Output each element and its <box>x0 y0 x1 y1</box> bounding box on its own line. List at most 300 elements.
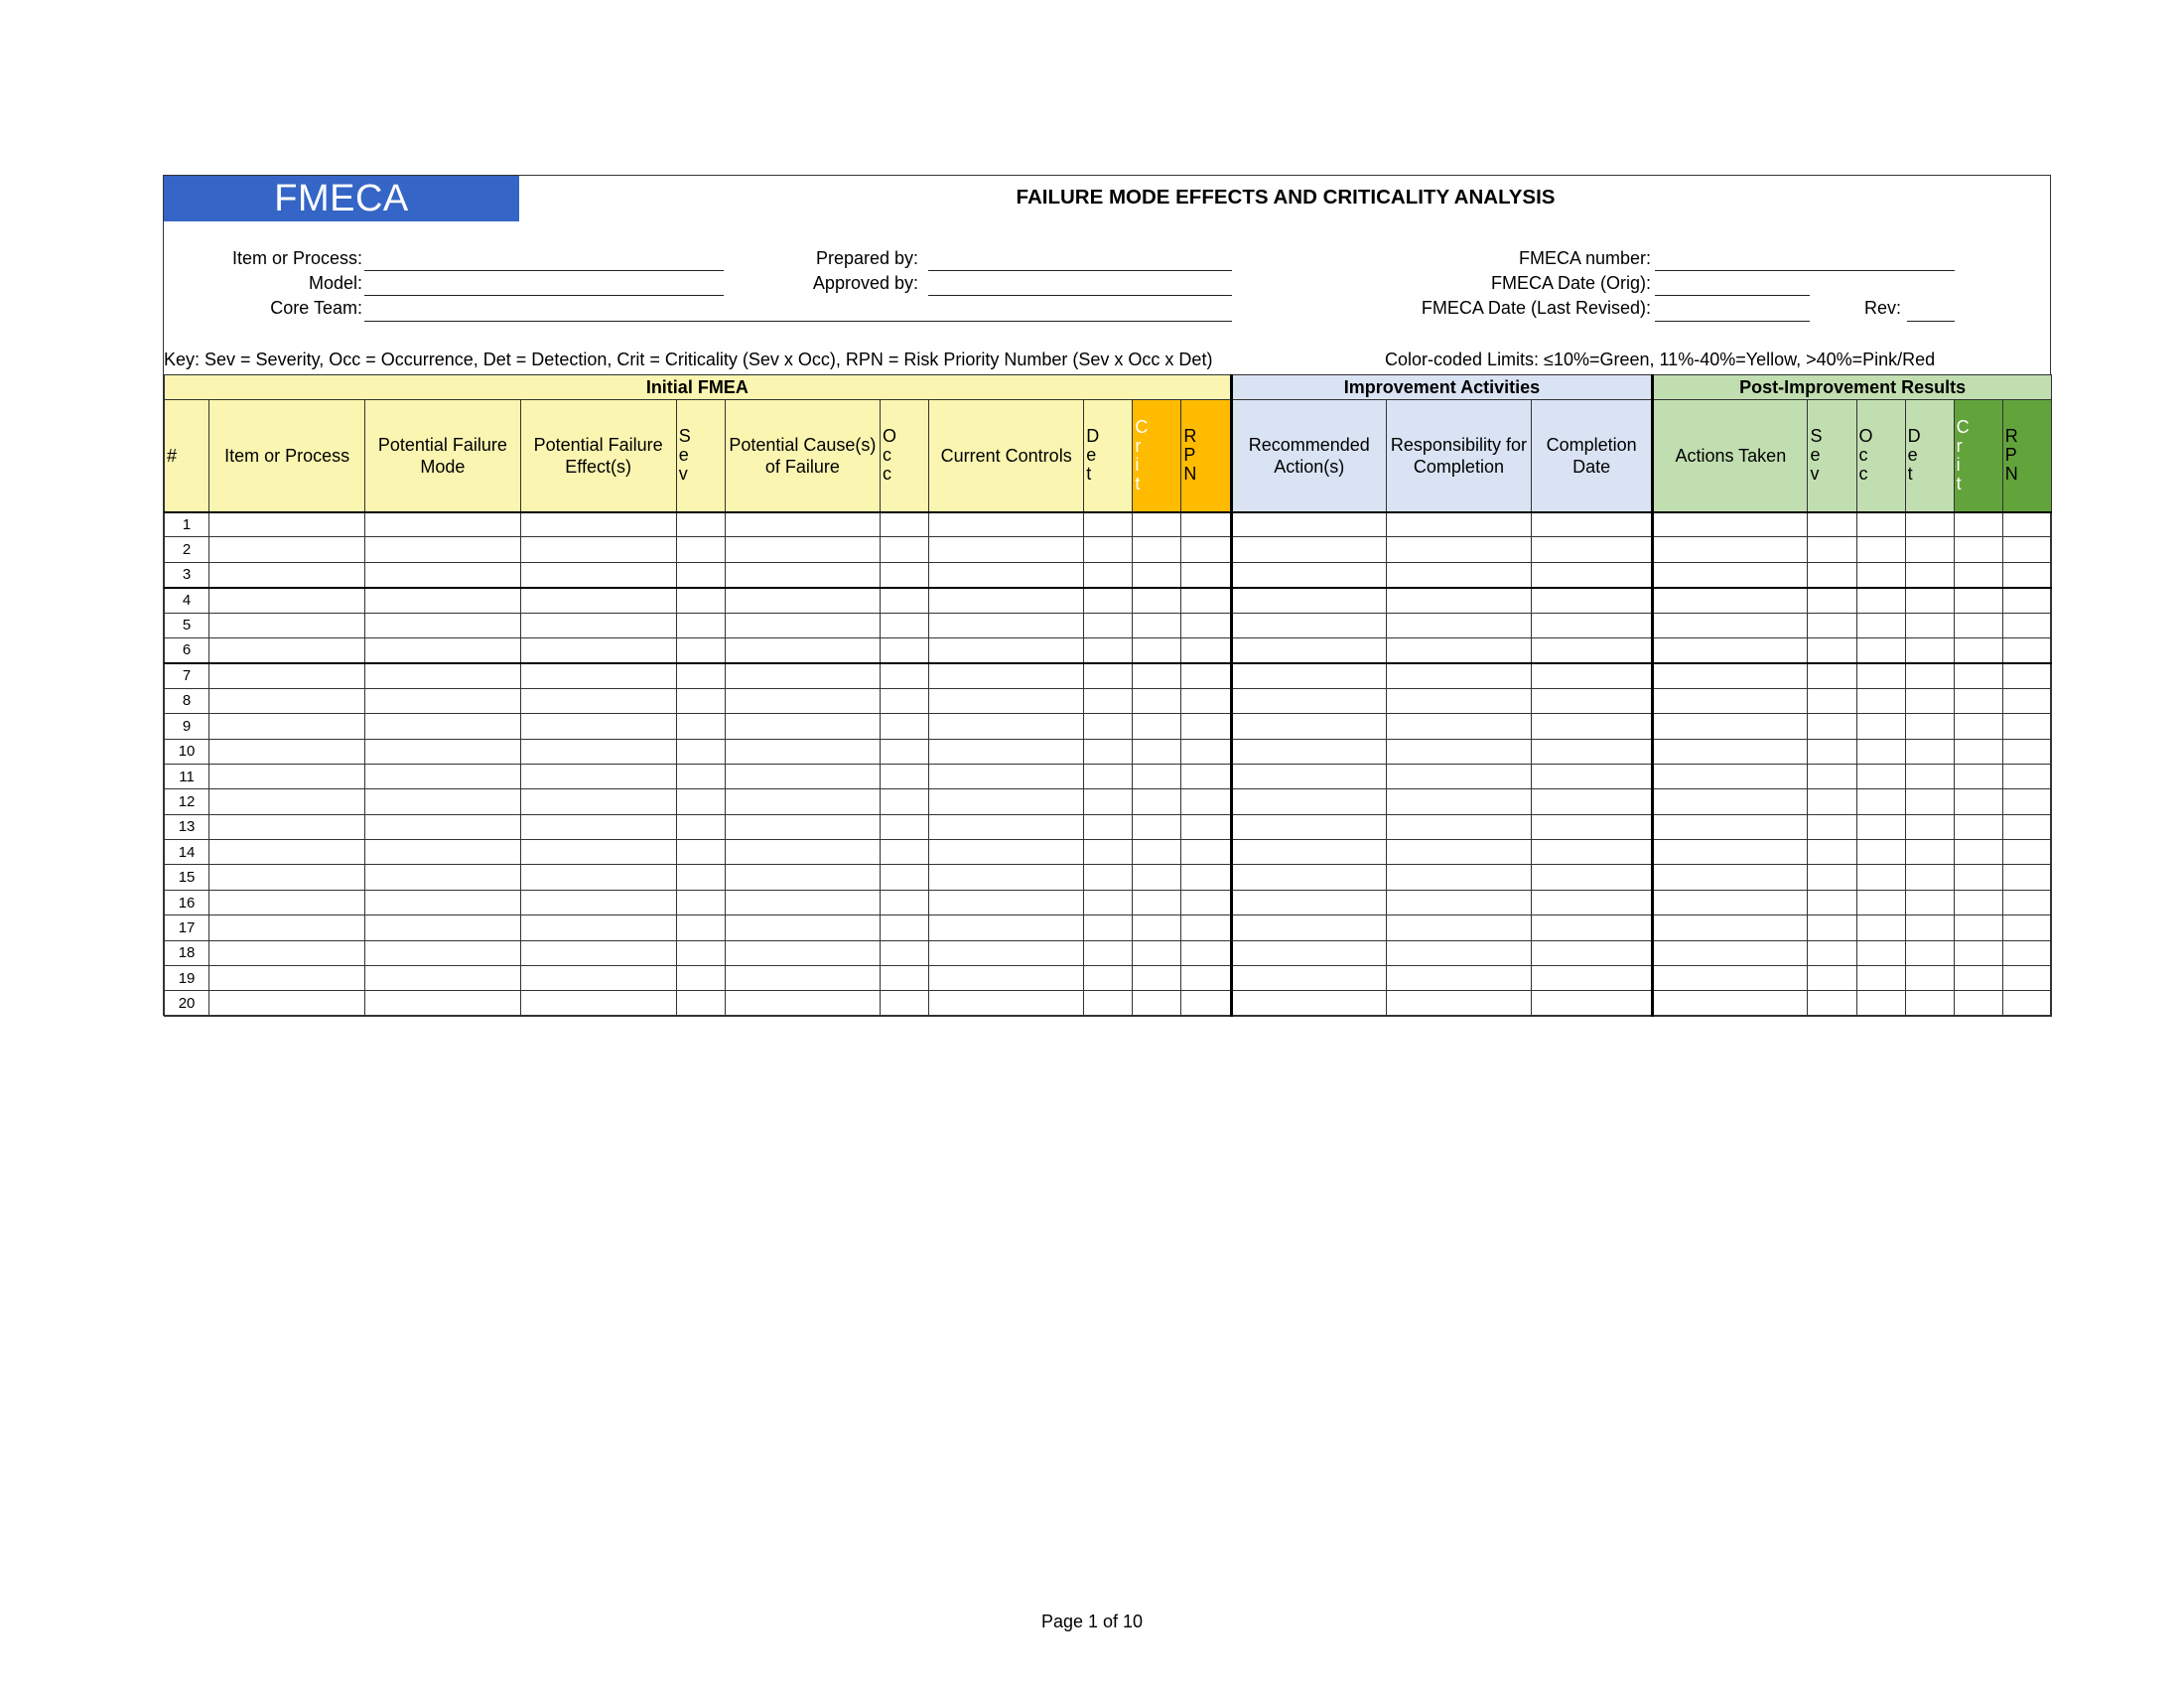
table-cell[interactable] <box>1905 991 1954 1016</box>
table-cell[interactable] <box>1808 537 1856 562</box>
item-or-process-field[interactable] <box>364 270 724 271</box>
table-cell[interactable] <box>725 840 880 865</box>
table-cell[interactable] <box>1954 991 2002 1016</box>
table-cell[interactable] <box>1856 915 1905 940</box>
table-cell[interactable] <box>1954 714 2002 739</box>
table-cell[interactable] <box>520 865 676 890</box>
table-cell[interactable] <box>365 789 520 814</box>
table-cell[interactable] <box>520 966 676 991</box>
table-cell[interactable] <box>1808 764 1856 788</box>
table-cell[interactable] <box>1532 663 1653 688</box>
table-cell[interactable] <box>365 764 520 788</box>
table-cell[interactable] <box>209 562 365 587</box>
table-cell[interactable] <box>1386 940 1531 965</box>
core-team-field[interactable] <box>364 321 1232 322</box>
table-cell[interactable] <box>1231 764 1386 788</box>
table-cell[interactable] <box>1133 814 1181 839</box>
table-cell[interactable] <box>1856 613 1905 637</box>
table-cell[interactable] <box>365 537 520 562</box>
table-cell[interactable] <box>365 739 520 764</box>
table-cell[interactable] <box>1856 890 1905 914</box>
table-cell[interactable] <box>520 915 676 940</box>
table-cell[interactable] <box>1133 663 1181 688</box>
table-cell[interactable] <box>1084 865 1133 890</box>
table-cell[interactable] <box>1181 663 1231 688</box>
table-cell[interactable] <box>1856 991 1905 1016</box>
table-cell[interactable] <box>1386 739 1531 764</box>
table-cell[interactable] <box>1532 991 1653 1016</box>
table-cell[interactable] <box>1808 562 1856 587</box>
table-cell[interactable] <box>881 966 929 991</box>
table-cell[interactable] <box>881 688 929 713</box>
table-cell[interactable] <box>520 739 676 764</box>
table-cell[interactable] <box>881 739 929 764</box>
table-cell[interactable] <box>365 966 520 991</box>
table-cell[interactable] <box>1231 512 1386 537</box>
table-cell[interactable] <box>1905 764 1954 788</box>
table-cell[interactable] <box>1954 512 2002 537</box>
table-cell[interactable] <box>1084 512 1133 537</box>
table-cell[interactable] <box>676 637 725 662</box>
table-cell[interactable] <box>1856 512 1905 537</box>
table-cell[interactable] <box>1808 688 1856 713</box>
table-cell[interactable] <box>365 940 520 965</box>
table-cell[interactable] <box>1905 966 1954 991</box>
table-cell[interactable] <box>1808 966 1856 991</box>
fmeca-number-field[interactable] <box>1655 270 1955 271</box>
table-cell[interactable] <box>1532 789 1653 814</box>
table-cell[interactable] <box>1181 966 1231 991</box>
table-cell[interactable] <box>1905 588 1954 613</box>
table-cell[interactable] <box>1954 865 2002 890</box>
table-cell[interactable] <box>725 663 880 688</box>
table-cell[interactable] <box>725 637 880 662</box>
table-cell[interactable] <box>1133 764 1181 788</box>
table-cell[interactable] <box>725 588 880 613</box>
table-cell[interactable] <box>725 890 880 914</box>
table-cell[interactable] <box>929 714 1084 739</box>
table-cell[interactable] <box>1084 814 1133 839</box>
table-cell[interactable] <box>1181 764 1231 788</box>
table-cell[interactable] <box>1905 940 1954 965</box>
table-cell[interactable] <box>1181 991 1231 1016</box>
table-cell[interactable] <box>1905 613 1954 637</box>
table-cell[interactable] <box>1808 613 1856 637</box>
table-cell[interactable] <box>881 991 929 1016</box>
table-cell[interactable] <box>1653 789 1808 814</box>
table-cell[interactable] <box>2002 966 2051 991</box>
table-cell[interactable] <box>1653 940 1808 965</box>
table-cell[interactable] <box>1133 991 1181 1016</box>
table-cell[interactable] <box>2002 613 2051 637</box>
table-cell[interactable] <box>1905 840 1954 865</box>
table-cell[interactable] <box>1181 588 1231 613</box>
table-cell[interactable] <box>1808 840 1856 865</box>
table-cell[interactable] <box>1905 688 1954 713</box>
table-cell[interactable] <box>1231 814 1386 839</box>
table-cell[interactable] <box>520 940 676 965</box>
table-cell[interactable] <box>365 663 520 688</box>
table-cell[interactable] <box>1386 764 1531 788</box>
table-cell[interactable] <box>1532 562 1653 587</box>
table-cell[interactable] <box>520 814 676 839</box>
table-cell[interactable] <box>1808 890 1856 914</box>
table-cell[interactable] <box>1084 562 1133 587</box>
table-cell[interactable] <box>1856 714 1905 739</box>
table-cell[interactable] <box>1181 637 1231 662</box>
table-cell[interactable] <box>1084 588 1133 613</box>
table-cell[interactable] <box>1808 814 1856 839</box>
table-cell[interactable] <box>1231 537 1386 562</box>
table-cell[interactable] <box>1653 562 1808 587</box>
table-cell[interactable] <box>1905 865 1954 890</box>
table-cell[interactable] <box>676 915 725 940</box>
table-cell[interactable] <box>1181 562 1231 587</box>
table-cell[interactable] <box>2002 789 2051 814</box>
table-cell[interactable] <box>676 814 725 839</box>
table-cell[interactable] <box>725 688 880 713</box>
table-cell[interactable] <box>2002 714 2051 739</box>
table-cell[interactable] <box>1954 739 2002 764</box>
fmeca-date-revised-field[interactable] <box>1655 321 1810 322</box>
table-cell[interactable] <box>1133 613 1181 637</box>
table-cell[interactable] <box>929 588 1084 613</box>
table-cell[interactable] <box>1954 890 2002 914</box>
table-cell[interactable] <box>929 663 1084 688</box>
table-cell[interactable] <box>1532 537 1653 562</box>
table-cell[interactable] <box>1133 714 1181 739</box>
table-cell[interactable] <box>929 991 1084 1016</box>
table-cell[interactable] <box>2002 814 2051 839</box>
table-cell[interactable] <box>1954 814 2002 839</box>
table-cell[interactable] <box>209 991 365 1016</box>
table-cell[interactable] <box>1954 840 2002 865</box>
table-cell[interactable] <box>1808 714 1856 739</box>
table-cell[interactable] <box>520 588 676 613</box>
table-cell[interactable] <box>1905 512 1954 537</box>
table-cell[interactable] <box>725 991 880 1016</box>
table-cell[interactable] <box>1532 613 1653 637</box>
table-cell[interactable] <box>1905 637 1954 662</box>
table-cell[interactable] <box>1181 537 1231 562</box>
table-cell[interactable] <box>1808 637 1856 662</box>
table-cell[interactable] <box>1653 739 1808 764</box>
table-cell[interactable] <box>1856 688 1905 713</box>
table-cell[interactable] <box>1231 637 1386 662</box>
table-cell[interactable] <box>929 789 1084 814</box>
table-cell[interactable] <box>929 562 1084 587</box>
table-cell[interactable] <box>881 613 929 637</box>
table-cell[interactable] <box>1084 764 1133 788</box>
table-cell[interactable] <box>209 789 365 814</box>
table-cell[interactable] <box>725 940 880 965</box>
table-cell[interactable] <box>929 940 1084 965</box>
table-cell[interactable] <box>209 890 365 914</box>
table-cell[interactable] <box>1386 562 1531 587</box>
table-cell[interactable] <box>1231 991 1386 1016</box>
table-cell[interactable] <box>881 562 929 587</box>
table-cell[interactable] <box>676 512 725 537</box>
table-cell[interactable] <box>929 915 1084 940</box>
table-cell[interactable] <box>2002 840 2051 865</box>
table-cell[interactable] <box>1808 588 1856 613</box>
table-cell[interactable] <box>2002 865 2051 890</box>
table-cell[interactable] <box>676 663 725 688</box>
table-cell[interactable] <box>1181 814 1231 839</box>
table-cell[interactable] <box>881 840 929 865</box>
table-cell[interactable] <box>1653 865 1808 890</box>
table-cell[interactable] <box>365 890 520 914</box>
table-cell[interactable] <box>2002 512 2051 537</box>
approved-by-field[interactable] <box>928 295 1232 296</box>
table-cell[interactable] <box>1084 789 1133 814</box>
table-cell[interactable] <box>881 865 929 890</box>
table-cell[interactable] <box>209 512 365 537</box>
table-cell[interactable] <box>1532 588 1653 613</box>
table-cell[interactable] <box>676 840 725 865</box>
table-cell[interactable] <box>1856 966 1905 991</box>
table-cell[interactable] <box>676 890 725 914</box>
table-cell[interactable] <box>209 714 365 739</box>
table-cell[interactable] <box>209 537 365 562</box>
table-cell[interactable] <box>929 613 1084 637</box>
table-cell[interactable] <box>365 814 520 839</box>
table-cell[interactable] <box>1181 688 1231 713</box>
table-cell[interactable] <box>1856 940 1905 965</box>
table-cell[interactable] <box>365 714 520 739</box>
table-cell[interactable] <box>725 814 880 839</box>
table-cell[interactable] <box>1808 991 1856 1016</box>
table-cell[interactable] <box>1905 789 1954 814</box>
table-cell[interactable] <box>1084 537 1133 562</box>
table-cell[interactable] <box>1653 688 1808 713</box>
table-cell[interactable] <box>209 915 365 940</box>
table-cell[interactable] <box>929 637 1084 662</box>
table-cell[interactable] <box>1386 840 1531 865</box>
table-cell[interactable] <box>676 562 725 587</box>
fmeca-date-orig-field[interactable] <box>1655 295 1810 296</box>
table-cell[interactable] <box>1084 840 1133 865</box>
table-cell[interactable] <box>1133 537 1181 562</box>
table-cell[interactable] <box>676 764 725 788</box>
table-cell[interactable] <box>1856 865 1905 890</box>
table-cell[interactable] <box>1133 789 1181 814</box>
table-cell[interactable] <box>929 865 1084 890</box>
table-cell[interactable] <box>725 714 880 739</box>
table-cell[interactable] <box>209 588 365 613</box>
table-cell[interactable] <box>1181 940 1231 965</box>
table-cell[interactable] <box>1386 537 1531 562</box>
table-cell[interactable] <box>1532 714 1653 739</box>
table-cell[interactable] <box>1231 789 1386 814</box>
table-cell[interactable] <box>1954 588 2002 613</box>
table-cell[interactable] <box>1231 688 1386 713</box>
table-cell[interactable] <box>1084 739 1133 764</box>
table-cell[interactable] <box>1856 637 1905 662</box>
table-cell[interactable] <box>1856 562 1905 587</box>
table-cell[interactable] <box>725 789 880 814</box>
table-cell[interactable] <box>1386 915 1531 940</box>
table-cell[interactable] <box>1386 588 1531 613</box>
table-cell[interactable] <box>1181 714 1231 739</box>
table-cell[interactable] <box>209 613 365 637</box>
table-cell[interactable] <box>1231 562 1386 587</box>
table-cell[interactable] <box>1808 940 1856 965</box>
table-cell[interactable] <box>929 537 1084 562</box>
table-cell[interactable] <box>1386 991 1531 1016</box>
table-cell[interactable] <box>520 991 676 1016</box>
table-cell[interactable] <box>1653 915 1808 940</box>
table-cell[interactable] <box>365 915 520 940</box>
table-cell[interactable] <box>2002 688 2051 713</box>
table-cell[interactable] <box>676 739 725 764</box>
table-cell[interactable] <box>2002 915 2051 940</box>
table-cell[interactable] <box>1856 840 1905 865</box>
table-cell[interactable] <box>881 512 929 537</box>
table-cell[interactable] <box>1181 613 1231 637</box>
table-cell[interactable] <box>881 714 929 739</box>
table-cell[interactable] <box>520 613 676 637</box>
table-cell[interactable] <box>1386 688 1531 713</box>
table-cell[interactable] <box>365 865 520 890</box>
table-cell[interactable] <box>1653 663 1808 688</box>
table-cell[interactable] <box>929 890 1084 914</box>
table-cell[interactable] <box>1653 991 1808 1016</box>
table-cell[interactable] <box>2002 940 2051 965</box>
table-cell[interactable] <box>520 637 676 662</box>
table-cell[interactable] <box>1231 840 1386 865</box>
table-cell[interactable] <box>1532 840 1653 865</box>
table-cell[interactable] <box>1084 613 1133 637</box>
table-cell[interactable] <box>1856 814 1905 839</box>
table-cell[interactable] <box>929 739 1084 764</box>
table-cell[interactable] <box>1133 940 1181 965</box>
table-cell[interactable] <box>1905 714 1954 739</box>
table-cell[interactable] <box>1386 613 1531 637</box>
table-cell[interactable] <box>881 940 929 965</box>
table-cell[interactable] <box>1181 739 1231 764</box>
table-cell[interactable] <box>209 663 365 688</box>
table-cell[interactable] <box>1084 688 1133 713</box>
table-cell[interactable] <box>1653 890 1808 914</box>
table-cell[interactable] <box>881 789 929 814</box>
prepared-by-field[interactable] <box>928 270 1232 271</box>
table-cell[interactable] <box>209 739 365 764</box>
table-cell[interactable] <box>1084 991 1133 1016</box>
table-cell[interactable] <box>1954 613 2002 637</box>
table-cell[interactable] <box>676 714 725 739</box>
table-cell[interactable] <box>1386 865 1531 890</box>
table-cell[interactable] <box>881 663 929 688</box>
table-cell[interactable] <box>676 613 725 637</box>
table-cell[interactable] <box>1808 512 1856 537</box>
table-cell[interactable] <box>2002 991 2051 1016</box>
table-cell[interactable] <box>1954 663 2002 688</box>
table-cell[interactable] <box>725 512 880 537</box>
table-cell[interactable] <box>1653 537 1808 562</box>
table-cell[interactable] <box>1954 637 2002 662</box>
table-cell[interactable] <box>1905 814 1954 839</box>
table-cell[interactable] <box>1856 764 1905 788</box>
table-cell[interactable] <box>881 915 929 940</box>
table-cell[interactable] <box>881 637 929 662</box>
table-cell[interactable] <box>520 890 676 914</box>
table-cell[interactable] <box>881 588 929 613</box>
table-cell[interactable] <box>881 537 929 562</box>
rev-field[interactable] <box>1907 321 1955 322</box>
table-cell[interactable] <box>1856 663 1905 688</box>
table-cell[interactable] <box>2002 637 2051 662</box>
table-cell[interactable] <box>725 966 880 991</box>
table-cell[interactable] <box>365 840 520 865</box>
table-cell[interactable] <box>1386 890 1531 914</box>
table-cell[interactable] <box>1133 865 1181 890</box>
table-cell[interactable] <box>1954 562 2002 587</box>
table-cell[interactable] <box>1532 637 1653 662</box>
table-cell[interactable] <box>1856 789 1905 814</box>
table-cell[interactable] <box>725 562 880 587</box>
table-cell[interactable] <box>1905 663 1954 688</box>
table-cell[interactable] <box>1653 512 1808 537</box>
table-cell[interactable] <box>1386 714 1531 739</box>
table-cell[interactable] <box>676 588 725 613</box>
table-cell[interactable] <box>1084 637 1133 662</box>
table-cell[interactable] <box>1954 789 2002 814</box>
table-cell[interactable] <box>725 739 880 764</box>
table-cell[interactable] <box>1856 588 1905 613</box>
table-cell[interactable] <box>1133 915 1181 940</box>
table-cell[interactable] <box>1133 966 1181 991</box>
model-field[interactable] <box>364 295 724 296</box>
table-cell[interactable] <box>1231 966 1386 991</box>
table-cell[interactable] <box>1808 789 1856 814</box>
table-cell[interactable] <box>365 637 520 662</box>
table-cell[interactable] <box>365 688 520 713</box>
table-cell[interactable] <box>1181 840 1231 865</box>
table-cell[interactable] <box>1532 966 1653 991</box>
table-cell[interactable] <box>676 991 725 1016</box>
table-cell[interactable] <box>1231 890 1386 914</box>
table-cell[interactable] <box>1181 865 1231 890</box>
table-cell[interactable] <box>1133 637 1181 662</box>
table-cell[interactable] <box>1532 512 1653 537</box>
table-cell[interactable] <box>725 764 880 788</box>
table-cell[interactable] <box>520 789 676 814</box>
table-cell[interactable] <box>1231 739 1386 764</box>
table-cell[interactable] <box>1905 562 1954 587</box>
table-cell[interactable] <box>1532 940 1653 965</box>
table-cell[interactable] <box>881 890 929 914</box>
table-cell[interactable] <box>520 714 676 739</box>
table-cell[interactable] <box>209 840 365 865</box>
table-cell[interactable] <box>1386 512 1531 537</box>
table-cell[interactable] <box>676 966 725 991</box>
table-cell[interactable] <box>365 613 520 637</box>
table-cell[interactable] <box>1532 865 1653 890</box>
table-cell[interactable] <box>1386 814 1531 839</box>
table-cell[interactable] <box>1231 940 1386 965</box>
table-cell[interactable] <box>929 764 1084 788</box>
table-cell[interactable] <box>676 940 725 965</box>
table-cell[interactable] <box>209 637 365 662</box>
table-cell[interactable] <box>1808 663 1856 688</box>
table-cell[interactable] <box>1231 714 1386 739</box>
table-cell[interactable] <box>365 991 520 1016</box>
table-cell[interactable] <box>1084 890 1133 914</box>
table-cell[interactable] <box>1231 865 1386 890</box>
table-cell[interactable] <box>1133 512 1181 537</box>
table-cell[interactable] <box>1532 688 1653 713</box>
